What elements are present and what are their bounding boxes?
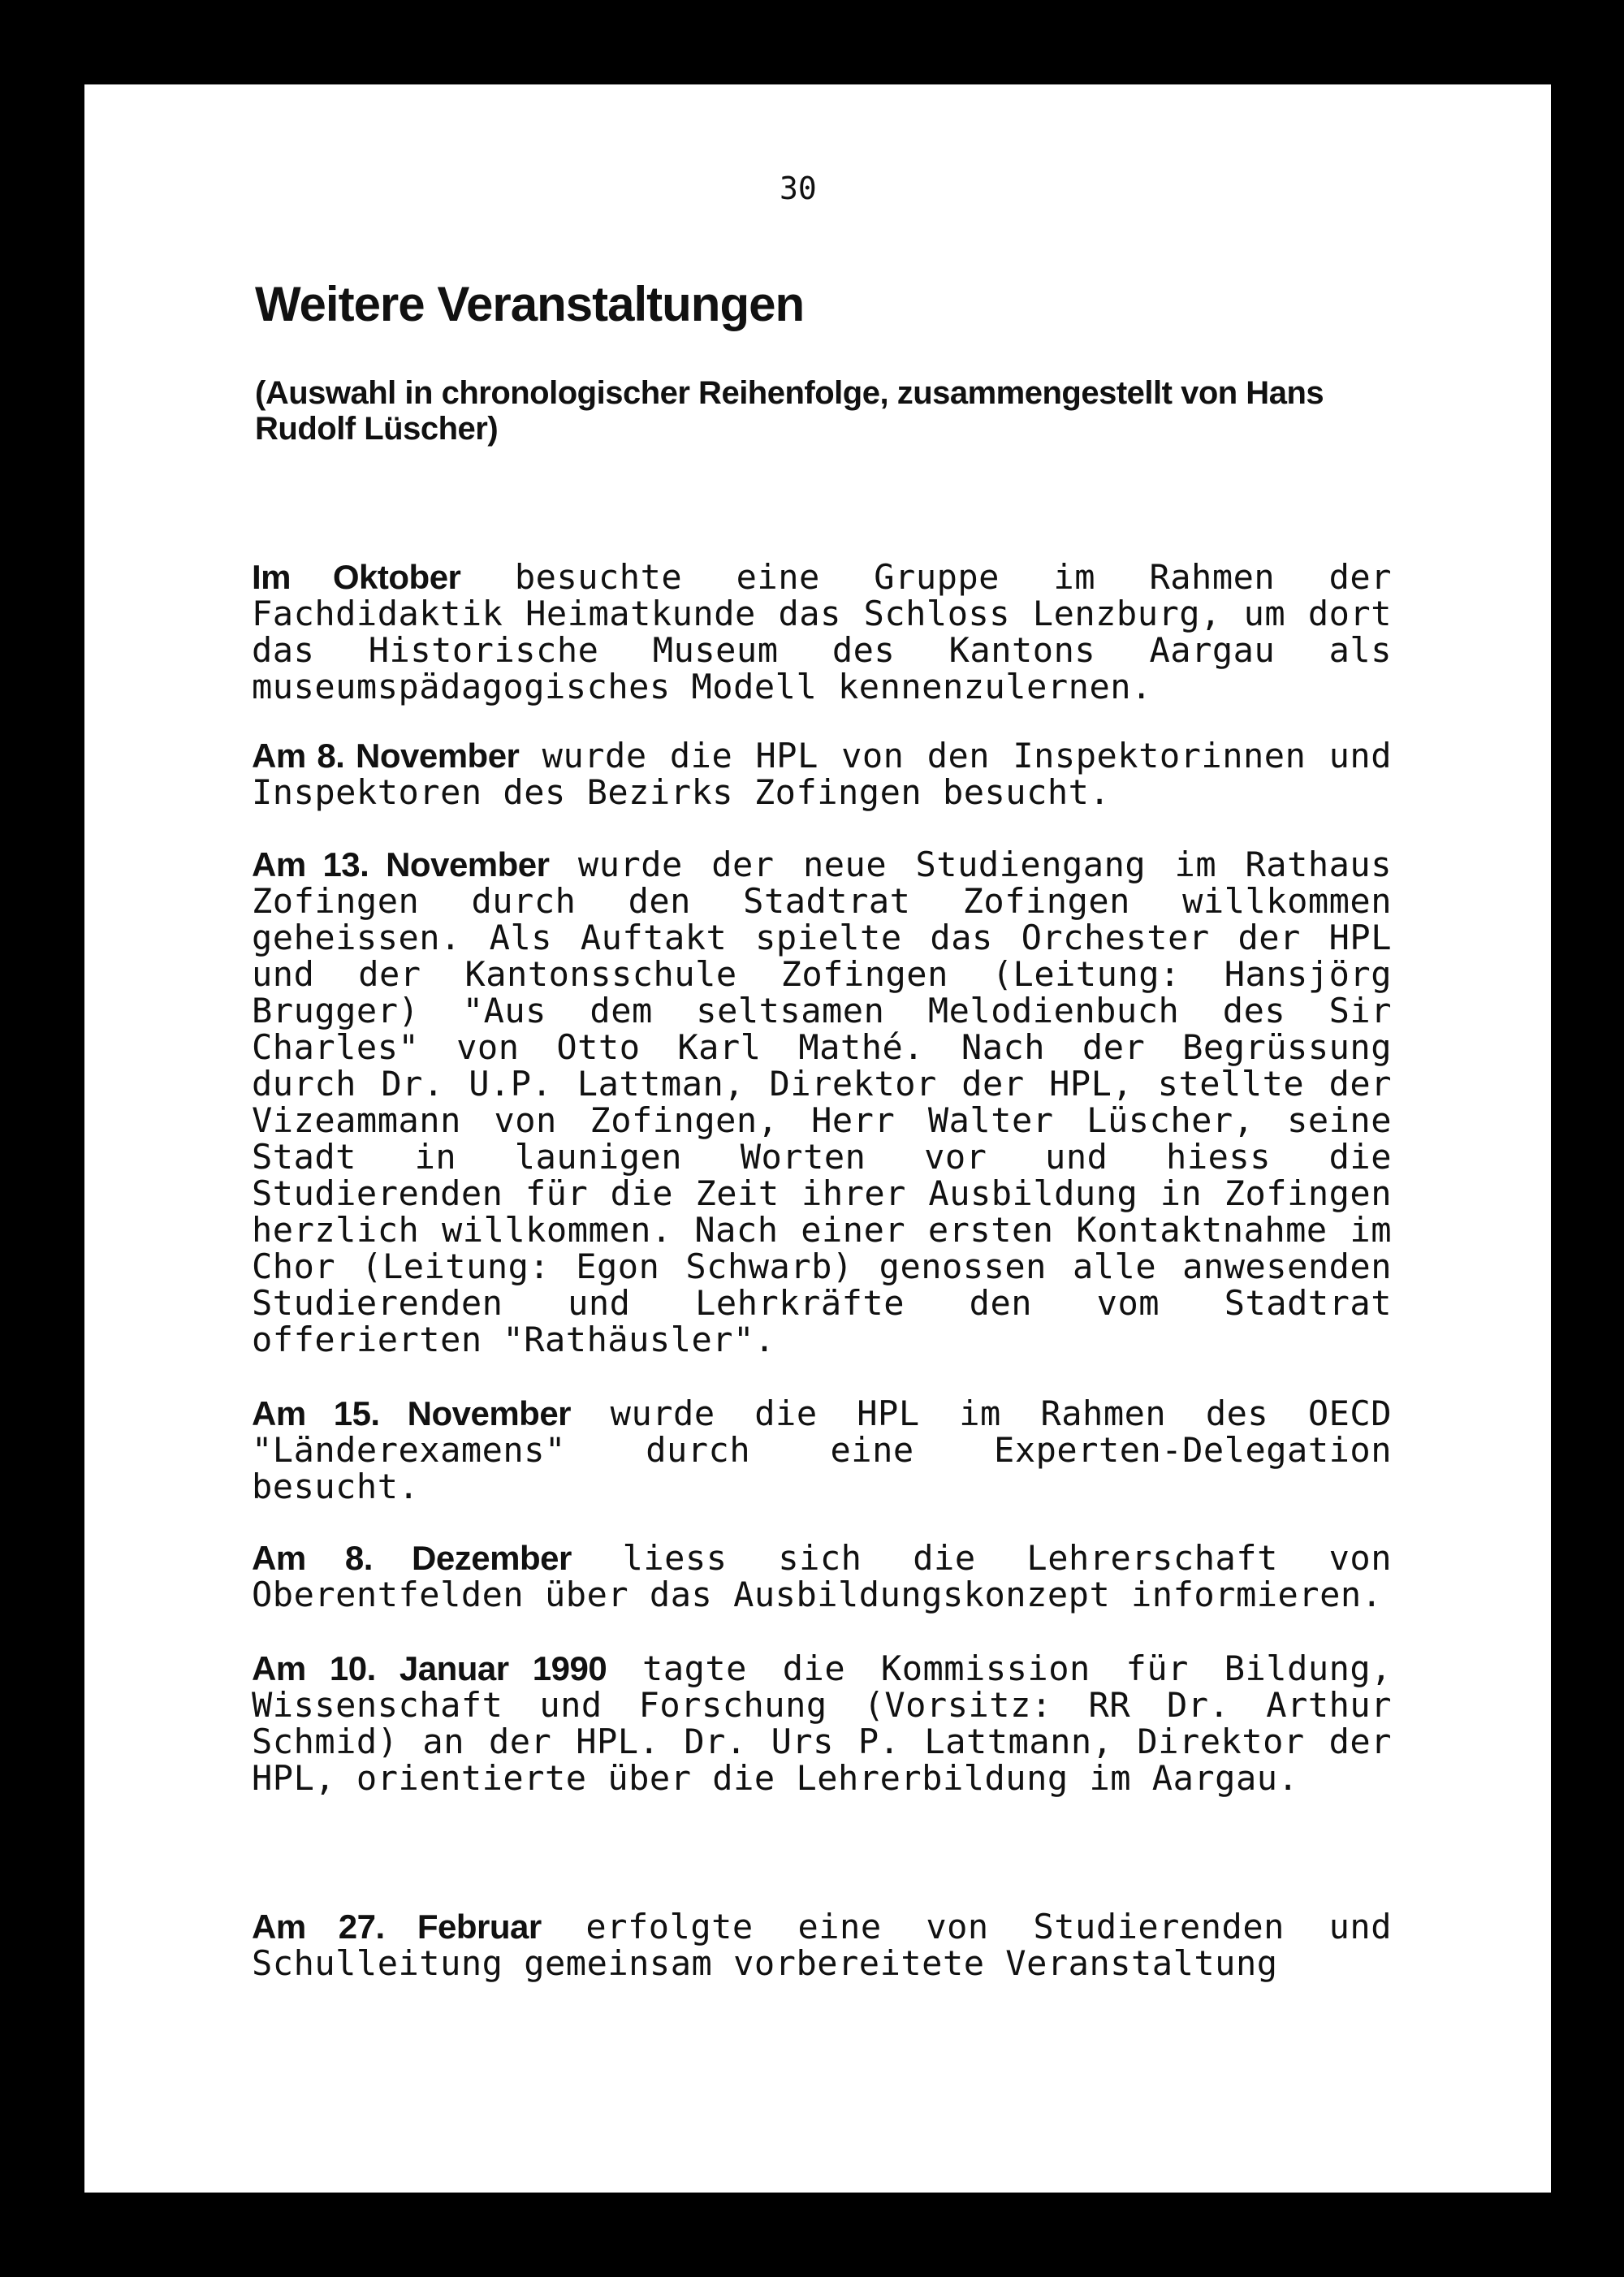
entry-text: wurde die HPL im Rahmen des OECD "Länderexamens" durch eine Experten-Delegation besucht. bbox=[252, 1393, 1392, 1506]
entry-paragraph bbox=[252, 559, 1392, 705]
entry-paragraph bbox=[252, 1908, 1392, 1981]
entry-paragraph bbox=[252, 846, 1392, 1358]
entry-date: Am 8. Dezember bbox=[252, 1539, 572, 1577]
page-title: Weitere Veranstaltungen bbox=[255, 277, 805, 331]
entry-text: tagte die Kommission für Bildung, Wissenschaft und Forschung (Vorsitz: RR Dr. Arthur Schmid) an der HPL. Dr. Urs P. Lattmann, Direktor der HPL, orientierte über die Lehrerbildung im Aargau. bbox=[252, 1648, 1392, 1798]
entry-date: Am 10. Januar 1990 bbox=[252, 1649, 607, 1687]
entry-paragraph bbox=[252, 1540, 1392, 1613]
entry-date: Im Oktober bbox=[252, 558, 461, 596]
entry-text: erfolgte eine von Studierenden und Schulleitung gemeinsam vorbereitete Veranstaltung bbox=[252, 1907, 1392, 1983]
entry-paragraph bbox=[252, 1395, 1392, 1505]
entry-date: Am 8. November bbox=[252, 737, 520, 775]
entry-date: Am 27. Februar bbox=[252, 1908, 542, 1946]
page-number: 30 bbox=[780, 171, 817, 206]
entry-text: besuchte eine Gruppe im Rahmen der Fachdidaktik Heimatkunde das Schloss Lenzburg, um dort das Historische Museum des Kantons Aargau als museumspädagogisches Modell kennenzulernen. bbox=[252, 557, 1393, 706]
entry-text: liess sich die Lehrerschaft von Oberentfelden über das Ausbildungskonzept informieren. bbox=[252, 1538, 1393, 1614]
entry-paragraph bbox=[252, 737, 1392, 810]
entry-paragraph bbox=[252, 1650, 1392, 1796]
subtitle: (Auswahl in chronologischer Reihenfolge, zusammengestellt von Hans Rudolf Lüscher) bbox=[255, 375, 1324, 447]
entry-date: Am 13. November bbox=[252, 845, 550, 884]
entry-text: wurde der neue Studiengang im Rathaus Zofingen durch den Stadtrat Zofingen willkommen geheissen. Als Auftakt spielte das Orchester der HPL und der Kantonsschule Zofingen (Leitung: Hansjörg Brugger) "Aus dem seltsamen Melodienbuch des Sir Charles" von Otto Karl Mathé. Nach der Begrüssung durch Dr. U.P. Lattman, Direktor der HPL, stellte der Vizeammann von Zofingen, Herr Walter Lüscher, seine Stadt in launigen Worten vor und hiess die Studierenden für die Zeit ihrer Ausbildung in Zofingen herzlich willkommen. Nach einer ersten Kontaktnahme im Chor (Leitung: Egon Schwarb) genossen alle anwesenden Studierenden und Lehrkräfte den vom Stadtrat offerierten "Rathäusler". bbox=[252, 845, 1392, 1359]
entry-date: Am 15. November bbox=[252, 1394, 572, 1432]
entry-text: wurde die HPL von den Inspektorinnen und Inspektoren des Bezirks Zofingen besucht. bbox=[252, 736, 1392, 812]
